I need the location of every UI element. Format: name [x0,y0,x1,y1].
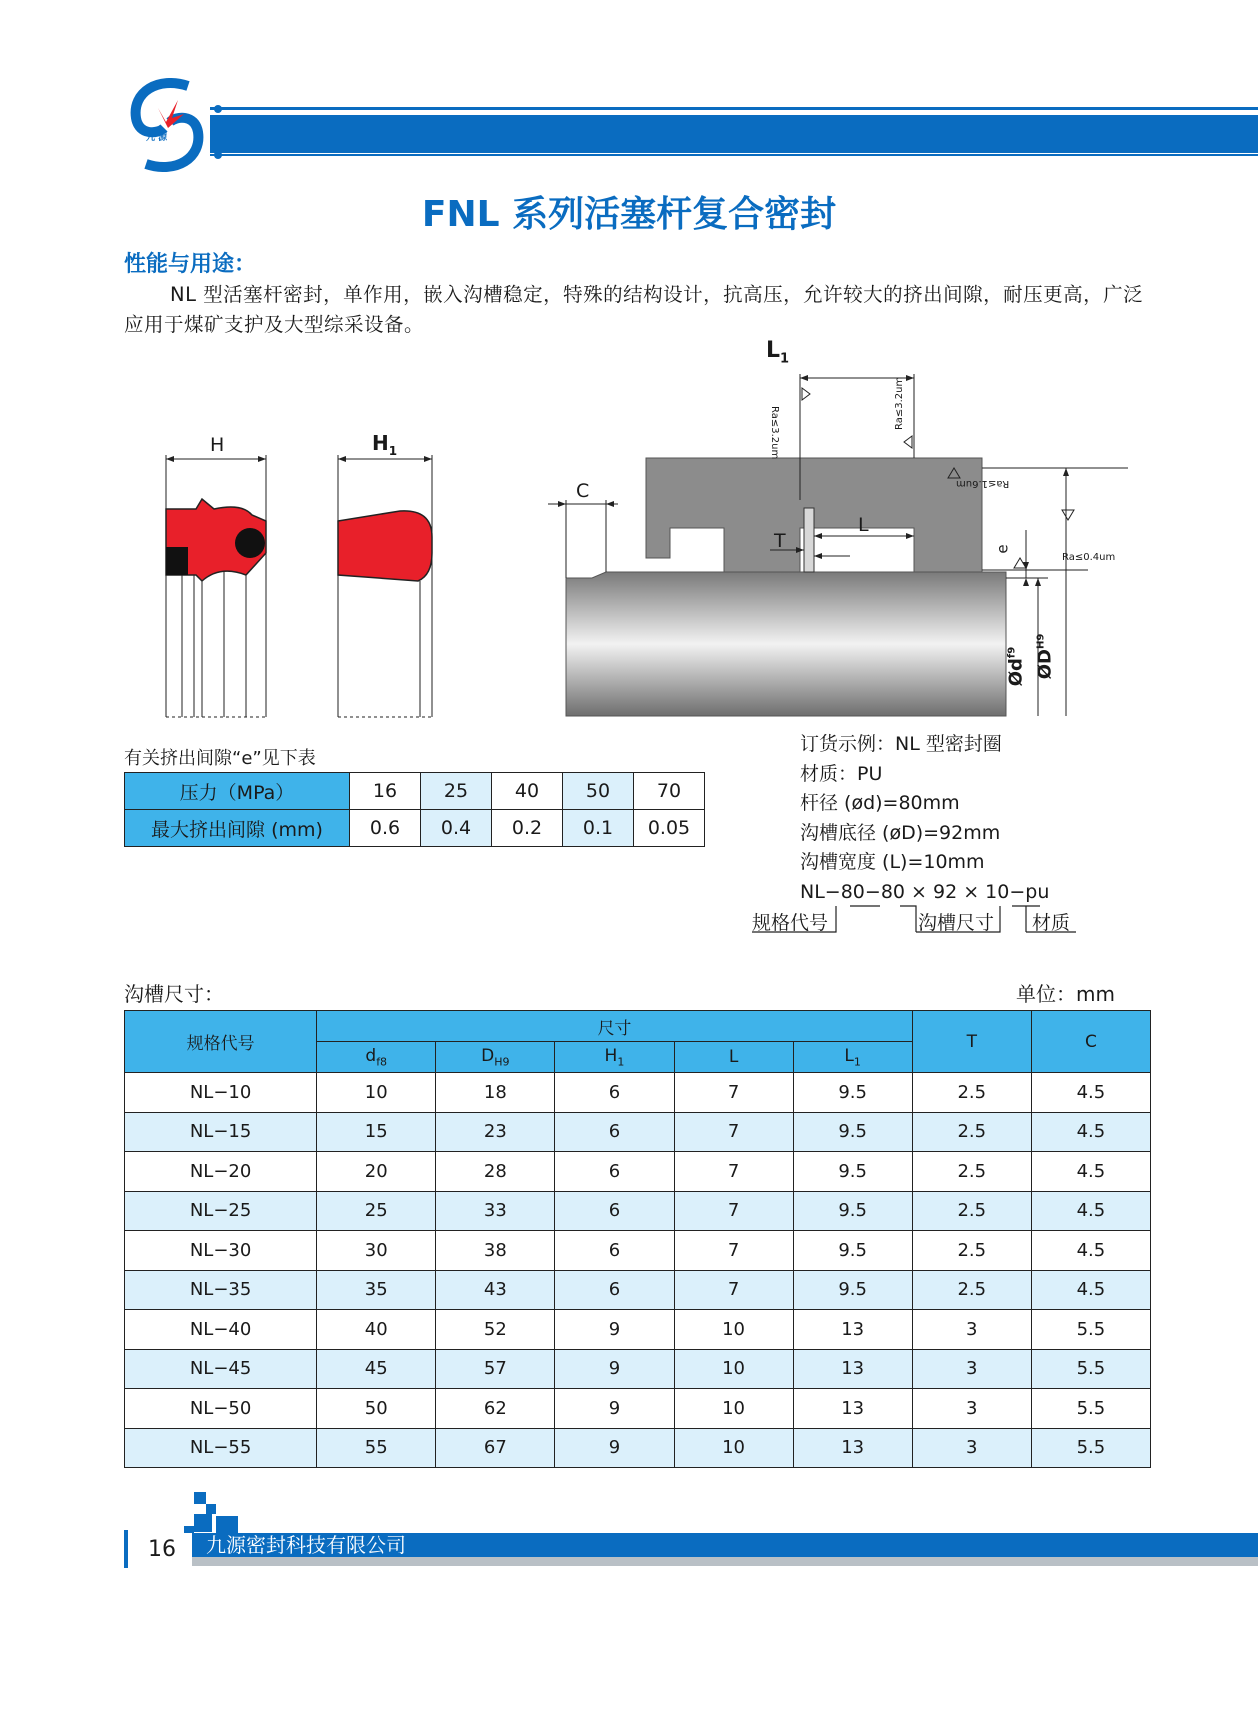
table-cell: 20 [317,1152,436,1192]
table-cell: 9.5 [793,1073,912,1113]
table-cell: 50 [317,1389,436,1429]
dim-label-e: e [993,544,1012,554]
pressure-gap-table [124,772,705,847]
table-cell: NL−45 [125,1349,317,1389]
table-cell: 4.5 [1031,1152,1150,1192]
table-cell: 9 [555,1349,674,1389]
table-cell: 9.5 [793,1112,912,1152]
table-cell: 3 [912,1428,1031,1468]
table-cell: 5.5 [1031,1310,1150,1350]
table-cell: 70 [634,773,705,810]
table-row [125,1191,1151,1231]
table-cell: 45 [317,1349,436,1389]
table-header-cell: 最大挤出间隙 (mm) [125,810,350,847]
dim-label-h1: $H_1$ [372,431,398,458]
footer-company-name: 九源密封科技有限公司 [206,1533,406,1557]
table-body [125,1073,1151,1468]
unit-label: 单位：mm [1016,982,1115,1006]
dim-label-l1: $L_1$ [766,338,790,367]
table-cell: 0.1 [563,810,634,847]
roughness-label: Ra≤0.4um [1062,552,1116,563]
dim-label-l: L [858,514,869,536]
table-cell: 6 [555,1270,674,1310]
table-cell: 4.5 [1031,1270,1150,1310]
table-cell: 23 [436,1112,555,1152]
table-header-cell: $L_1$ [793,1042,912,1073]
dim-label-t: T [774,530,786,552]
table-cell: 28 [436,1152,555,1192]
order-line: 杆径 (ød)=80mm [800,792,960,814]
table-cell: 13 [793,1428,912,1468]
table-row [125,773,705,810]
table-cell: 30 [317,1231,436,1271]
table-cell: 9.5 [793,1270,912,1310]
table-cell: 5.5 [1031,1389,1150,1429]
table-cell: 13 [793,1310,912,1350]
table-cell: 55 [317,1428,436,1468]
order-label-code: 规格代号 [752,912,829,934]
table-row [125,1152,1151,1192]
table-cell: 9 [555,1428,674,1468]
table-cell: 9 [555,1389,674,1429]
table-cell: 0.6 [350,810,421,847]
table-header-cell: 尺寸 [317,1011,913,1042]
footer-decor [194,1492,206,1504]
table-cell: 10 [674,1389,793,1429]
table-cell: 52 [436,1310,555,1350]
table-cell: 0.4 [421,810,492,847]
table-header-cell: 规格代号 [125,1011,317,1073]
table-row [125,1112,1151,1152]
dim-label-h: H [210,434,225,456]
company-logo [128,78,206,172]
table-cell: 7 [674,1073,793,1113]
table-cell: 5.5 [1031,1428,1150,1468]
table-cell: 9.5 [793,1231,912,1271]
table-header-cell: L [674,1042,793,1073]
header-line-top [210,107,1258,110]
page-title: FNL 系列活塞杆复合密封 [421,194,837,235]
table-cell: 43 [436,1270,555,1310]
table-cell: 7 [674,1191,793,1231]
table-cell: 4.5 [1031,1191,1150,1231]
table-cell: 33 [436,1191,555,1231]
section-heading-performance: 性能与用途： [124,251,257,277]
pressure-table-caption: 有关挤出间隙“e”见下表 [124,748,316,769]
table-cell: 10 [317,1073,436,1113]
groove-installation-drawing [548,340,1128,720]
page-number: 16 [148,1537,176,1562]
table-cell: 7 [674,1112,793,1152]
footer-decor [184,1526,194,1533]
table-cell: NL−35 [125,1270,317,1310]
table-cell: 3 [912,1349,1031,1389]
table-cell: NL−40 [125,1310,317,1350]
footer-gray-strip [192,1557,1258,1566]
table-cell: 9 [555,1310,674,1350]
table-header-cell: $d_{f8}$ [317,1042,436,1073]
table-cell: NL−50 [125,1389,317,1429]
table-cell: 10 [674,1310,793,1350]
dim-label-od: $Ød^{f9}$ [1005,646,1027,687]
order-line: 沟槽宽度 (L)=10mm [800,851,985,873]
table-cell: 4.5 [1031,1073,1150,1113]
table-cell: 35 [317,1270,436,1310]
table-cell: 0.2 [492,810,563,847]
table-cell: 7 [674,1231,793,1271]
table-cell: 6 [555,1152,674,1192]
table-cell: NL−25 [125,1191,317,1231]
order-label-material: 材质 [1032,912,1071,934]
table-cell: NL−10 [125,1073,317,1113]
table-row [125,1389,1151,1429]
table-cell: 13 [793,1389,912,1429]
order-label-groove: 沟槽尺寸 [918,912,995,934]
roughness-label: Ra≤3.2um [769,406,780,460]
table-cell: 2.5 [912,1270,1031,1310]
table-cell: 40 [317,1310,436,1350]
table-row [125,1231,1151,1271]
table-cell: 38 [436,1231,555,1271]
table-cell: 6 [555,1073,674,1113]
performance-text: NL 型活塞杆密封，单作用，嵌入沟槽稳定，特殊的结构设计，抗高压，允许较大的挤出间隙，耐压更高，广泛应用于煤矿支护及大型综采设备。 [124,283,1144,336]
header-line-bottom [210,154,1258,156]
table-cell: 67 [436,1428,555,1468]
table-cell: 40 [492,773,563,810]
roughness-label: Ra≤3.2um [894,376,905,430]
order-line: 订货示例：NL 型密封圈 [800,733,1002,755]
table-cell: 25 [317,1191,436,1231]
table-row [125,1073,1151,1113]
table-header-row [125,1011,1151,1042]
order-line: 材质：PU [800,762,883,785]
table-cell: 4.5 [1031,1112,1150,1152]
table-cell: 16 [350,773,421,810]
table-cell: NL−15 [125,1112,317,1152]
table-cell: 2.5 [912,1231,1031,1271]
table-cell: 25 [421,773,492,810]
dim-label-c: C [576,480,590,502]
footer-decor [206,1504,216,1514]
logo-text: 九 源 [146,133,168,143]
order-line: 沟槽底径 (øD)=92mm [800,821,1001,844]
table-row [125,1349,1151,1389]
table-cell: 2.5 [912,1112,1031,1152]
table-cell: 5.5 [1031,1349,1150,1389]
table-cell: 4.5 [1031,1231,1150,1271]
table-header-cell: $H_1$ [555,1042,674,1073]
table-cell: 6 [555,1231,674,1271]
table-cell: 7 [674,1152,793,1192]
table-row [125,1310,1151,1350]
order-code: NL−80−80 × 92 × 10−pu [800,880,1050,903]
seal-cross-section-drawing [150,425,440,725]
table-cell: 9.5 [793,1152,912,1192]
table-row [125,810,705,847]
table-cell: 6 [555,1112,674,1152]
table-cell: 18 [436,1073,555,1113]
groove-table-caption: 沟槽尺寸： [124,982,224,1006]
dim-label-od-housing: $ØD^{H9}$ [1034,633,1056,680]
table-row [125,1428,1151,1468]
footer-decor [194,1514,212,1532]
table-cell: 2.5 [912,1073,1031,1113]
table-cell: 0.05 [634,810,705,847]
table-row [125,1270,1151,1310]
table-header-cell: T [912,1011,1031,1073]
table-cell: NL−55 [125,1428,317,1468]
table-cell: 57 [436,1349,555,1389]
table-cell: 15 [317,1112,436,1152]
header-bar [210,115,1258,153]
table-cell: NL−20 [125,1152,317,1192]
table-cell: 3 [912,1389,1031,1429]
table-header-cell: 压力（MPa） [125,773,350,810]
table-header-cell: C [1031,1011,1150,1073]
table-cell: 2.5 [912,1152,1031,1192]
page-number-marker [124,1530,128,1568]
roughness-label: Ra≤1.6um [956,478,1010,489]
table-cell: 13 [793,1349,912,1389]
groove-dimension-table [124,1010,1151,1468]
table-cell: 6 [555,1191,674,1231]
table-cell: 50 [563,773,634,810]
table-cell: 9.5 [793,1191,912,1231]
table-cell: 10 [674,1349,793,1389]
table-cell: 62 [436,1389,555,1429]
table-header-cell: $D_{H9}$ [436,1042,555,1073]
table-cell: 3 [912,1310,1031,1350]
footer-decor [216,1516,238,1533]
table-cell: NL−30 [125,1231,317,1271]
table-cell: 2.5 [912,1191,1031,1231]
table-cell: 7 [674,1270,793,1310]
table-cell: 10 [674,1428,793,1468]
